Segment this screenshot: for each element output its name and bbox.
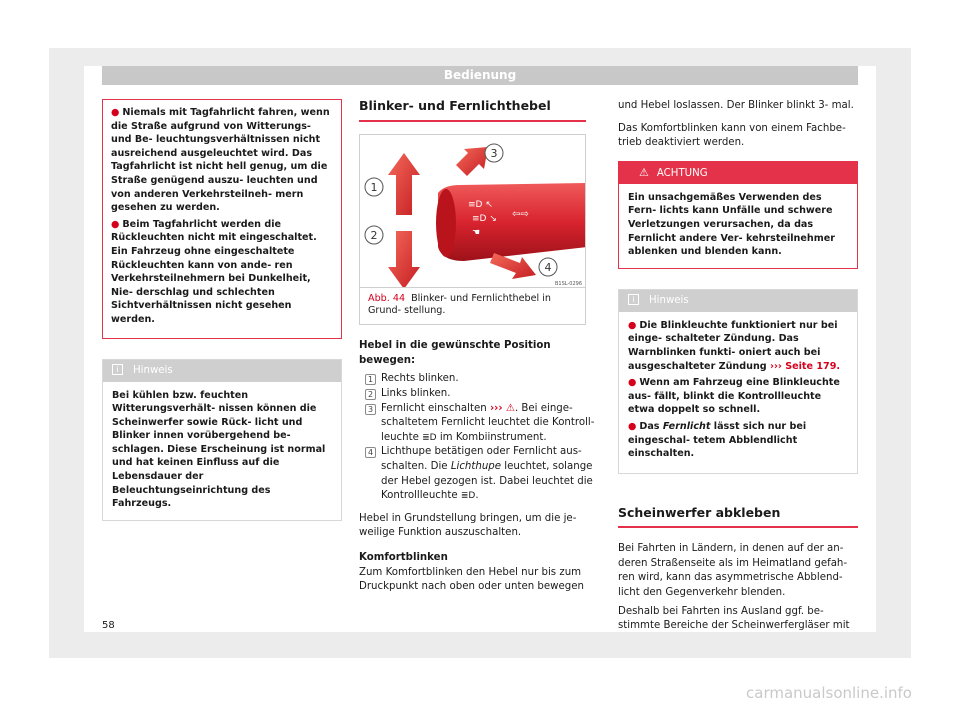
- hinweis-box: [618, 289, 858, 474]
- warning-icon: ⚠: [505, 402, 515, 414]
- lever-end: [436, 189, 456, 257]
- svg-text:4: 4: [544, 260, 552, 274]
- hand-symbol: ☚: [472, 227, 481, 238]
- lever-body: [438, 183, 586, 261]
- arrow-down: [388, 231, 420, 288]
- svg-text:1: 1: [370, 180, 378, 194]
- page-reference-link[interactable]: ››› Seite 179.: [770, 360, 841, 372]
- list-item: 3 Fernlicht einschalten ››› ⚠. Bei einge- schaltetem Fernlicht leuchtet die Kontroll- leuchte ≣D im Kombiinstrument.: [359, 402, 599, 446]
- figure-caption: Abb. 44 Blinker- und Fernlichthebel in Grund- stellung.: [359, 288, 586, 326]
- figure-label-4: [539, 258, 557, 276]
- hinweis-bullet: ● Die Blinkleuchte funktioniert nur bei einge- schalteter Zündung. Das Warnblinken funkti- oniert auch bei ausgeschalteter Zündung ››› Seite 179.: [628, 319, 841, 372]
- bullet-icon: ●: [628, 420, 637, 432]
- figure-label-3: [485, 144, 503, 162]
- paragraph: Zum Komfortblinken den Hebel nur bis zum Druckpunkt nach oben oder unten bewegen: [359, 566, 584, 593]
- arrow-forward: [456, 147, 488, 176]
- figure-label-2: [365, 226, 383, 244]
- svg-text:3: 3: [490, 146, 498, 160]
- step-list: [359, 372, 599, 503]
- highbeam-icon: ≣D: [460, 491, 476, 502]
- figure-label-1: [365, 178, 383, 196]
- page-number: 58: [102, 620, 115, 631]
- warning-bullet: ● Niemals mit Tagfahrlicht fahren, wenn die Straße aufgrund von Witterungs- und Be- leuchtungsverhältnissen nicht ausreichend ausgeleuchtet wird. Das Tagfahrlicht ist nicht hell genug, um die Straße genügend auszu- leuchten und von anderen Verkehrsteilneh- mern gesehen zu werden.: [111, 107, 330, 214]
- hinweis-box: [102, 359, 342, 521]
- paragraph: Das Komfortblinken kann von einem Fachbe- trieb deaktiviert werden.: [618, 122, 846, 149]
- list-item: 4 Lichthupe betätigen oder Fernlicht aus- schalten. Die Lichthupe leuchtet, solange der Hebel gezogen ist. Dabei leuchtet die Kontrollleuchte ≣D.: [359, 445, 599, 503]
- column-left: [102, 99, 342, 521]
- paragraph: Deshalb bei Fahrten ins Ausland ggf. be- stimmte Bereiche der Scheinwerfergläser mit: [618, 605, 850, 632]
- column-right: [618, 99, 858, 634]
- section-title: Blinker- und Fernlichthebel: [359, 99, 586, 122]
- hinweis-content: [619, 312, 857, 473]
- hinweis-bullet: ● Wenn am Fahrzeug eine Blinkleuchte aus- fällt, blinkt die Kontrollleuchte etwa doppelt so schnell.: [628, 377, 840, 416]
- bullet-icon: ●: [628, 319, 637, 331]
- achtung-header: ⚠ ACHTUNG: [619, 162, 857, 184]
- svg-text:2: 2: [370, 228, 378, 242]
- list-item: 1 Rechts blinken.: [359, 372, 599, 387]
- figure-lever: [359, 134, 586, 288]
- watermark: carmanualsonline.info: [746, 684, 912, 702]
- warning-continuation-box: [102, 99, 342, 339]
- arrow-up: [388, 153, 420, 215]
- hinweis-header: i Hinweis: [619, 290, 857, 312]
- warning-triangle-icon: ⚠: [639, 165, 649, 179]
- paragraph: und Hebel loslassen. Der Blinker blinkt 3- mal.: [618, 100, 854, 111]
- info-icon: i: [112, 364, 123, 375]
- reference-arrow[interactable]: ›››: [489, 402, 503, 414]
- info-icon: i: [628, 294, 639, 305]
- figure-code: B1SL-0296: [554, 280, 582, 287]
- caption-label: Abb. 44: [368, 292, 406, 304]
- page-header: Bedienung: [102, 66, 858, 85]
- flash-symbol: ≡D ↘: [472, 213, 497, 224]
- hinweis-bullet: ● Das Fernlicht lässt sich nur bei eingeschal- tetem Abblendlicht einschalten.: [628, 420, 807, 460]
- step-number: 4: [365, 447, 376, 458]
- indicator-symbol: ⇦⇨: [512, 208, 529, 220]
- step-number: 1: [365, 374, 376, 385]
- lever-illustration: [360, 135, 586, 288]
- achtung-box: [618, 161, 858, 269]
- achtung-text: Ein unsachgemäßes Verwenden des Fern- lichts kann Unfälle und schwere Verletzungen verursachen, da das Fernlicht andere Ver- kehrsteilnehmer ablenken und blenden kann.: [628, 191, 835, 258]
- step-number: 2: [365, 389, 376, 400]
- arrow-pull: [490, 253, 536, 279]
- bullet-icon: ●: [628, 377, 637, 389]
- column-middle: [359, 99, 599, 595]
- bullet-icon: ●: [111, 218, 120, 230]
- instruction-heading: Hebel in die gewünschte Position bewegen:: [359, 340, 551, 366]
- bullet-icon: ●: [111, 107, 120, 118]
- list-item: 2 Links blinken.: [359, 387, 599, 402]
- hinweis-text: Bei kühlen bzw. feuchten Witterungsverhält- nissen können die Scheinwerfer sowie Rück- licht und Blinker innen vorübergehend be- schlagen. Diese Erscheinung ist normal und hat keinen Einfluss auf die Lebensdauer der Beleuchtungseinrichtung des Fahrzeugs.: [112, 389, 326, 510]
- paragraph: Bei Fahrten in Ländern, in denen auf der an- deren Straßenseite als im Heimatland gefah- ren wird, kann das asymmetrische Abblend- licht den Gegenverkehr blenden.: [618, 543, 848, 599]
- hinweis-header: i Hinweis: [103, 360, 341, 382]
- highbeam-symbol: ≡D ↖: [468, 199, 493, 210]
- highbeam-icon: ≣D: [422, 432, 437, 443]
- komfort-heading: Komfortblinken: [359, 551, 448, 563]
- step-number: 3: [365, 404, 376, 415]
- section-title: Scheinwerfer abkleben: [618, 506, 858, 529]
- paragraph: Hebel in Grundstellung bringen, um die je- weilige Funktion auszuschalten.: [359, 512, 577, 539]
- warning-bullet: ● Beim Tagfahrlicht werden die Rückleuchten nicht mit eingeschaltet. Ein Fahrzeug ohne eingeschaltete Rückleuchten kann von ande- ren Verkehrsteilnehmern bei Dunkelheit, Nie- derschlag und schlechten Sichtverhältnissen nicht gesehen werden.: [111, 218, 317, 325]
